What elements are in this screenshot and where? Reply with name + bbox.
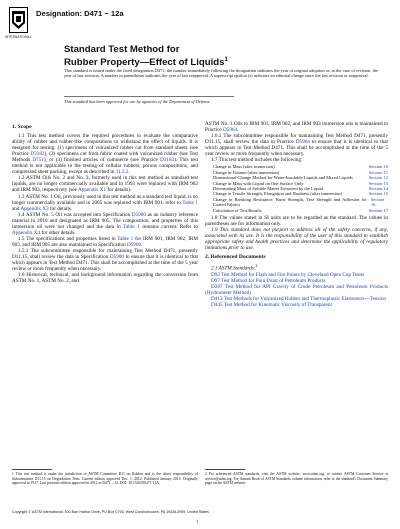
section-heading-referenced-documents: 2. Referenced Documents xyxy=(205,254,266,261)
paragraph-1-5: 1.5 The specifications and properties listed in Table 1 for IRM 901, IRM 902, IRM 903, and IRM 905 are also maintained in Specification D5900. xyxy=(12,235,199,248)
paragraph-1-6-cont: ASTM No. 3 Oils to IRM 901, IRM 902, and IRM 903 immersion oils is maintained in Practice D5964. xyxy=(205,121,388,134)
paragraph-1-2: 1.2 ASTM Oils No. 2 and No. 3, formerly used in this test method as standard test liquids, are no longer commercially available and in 1993 were replaced with IRM 902 and IRM 903, respectively (see Appendix X1 for details). xyxy=(12,175,198,194)
link-section-17[interactable]: Section 17 xyxy=(368,207,388,213)
contents-list xyxy=(213,164,388,213)
link-d751[interactable]: D751 xyxy=(32,157,44,164)
paragraph-1-5-1: 1.5.1 The subcommittee responsible for maintaining Test Method D471, presently D11.15, shall review the data in Specification D5900 to ensure that it is identical to that which appears in Test Method D471. This shall be accomplished at the time of the 5 year review or more frequently when necessary. xyxy=(12,247,198,273)
contents-item: Determining Mass of Soluble Matter Extracted by the Liquid Section 14 xyxy=(213,185,388,191)
link-section-16[interactable]: Section 16 xyxy=(370,196,385,208)
link-d5900[interactable]: D5900 xyxy=(131,211,146,218)
contents-item: Change in Mass with Liquid on One Surface Only Section 13 xyxy=(213,180,388,186)
page-number: 1 xyxy=(196,519,199,524)
link-table-1[interactable]: Table 1 xyxy=(117,235,134,242)
section-heading-scope: 1. Scope xyxy=(12,124,32,130)
link-d5900[interactable]: D5900 xyxy=(109,253,124,260)
right-column xyxy=(205,121,388,308)
link-d3182[interactable]: D3182 xyxy=(30,151,45,158)
reference-item: D92 Test Method for Flash and Fire Points by Cleveland Open Cup Tester xyxy=(211,272,365,279)
paragraph-1-4: 1.4 ASTM No. 5 Oil was accepted into Specification D5900 as an industry reference material in 2010 and designated as IRM 905. The composition, and properties of this immersion oil were not changed and the data in Table 1 remains current. Refer to Appendix X4 for other details. xyxy=(12,211,198,236)
designation-notice: This standard is issued under the fixed designation D471; the number immediately following the designation indicates the year of original adoption or, in the case of revision, the year of last revision. A number in parentheses indicates the year of last reapproval. A superscript epsilon (ε) indicates an editorial change since the last revision or reapproval. xyxy=(64,68,378,79)
title-line-1: Standard Test Method for xyxy=(64,44,180,55)
link-d445[interactable]: D445 xyxy=(211,302,223,309)
link-d412[interactable]: D412 xyxy=(211,296,223,303)
link-table-1[interactable]: Table 1 xyxy=(182,199,198,206)
paragraph-1-6-1: 1.6.1 The subcommittee responsible for maintaining Test Method D471, presently D11.15, shall review the data in Practice D5964 to ensure that it is identical to that which appears in Test Method D471. This shall be accomplished at the time of the 5 year review or more frequently when necessary. xyxy=(205,133,388,158)
link-section-13[interactable]: Section 13 xyxy=(368,180,388,186)
link-section-15[interactable]: Section 15 xyxy=(368,191,388,197)
paragraph-1-7: 1.7 This test method includes the following: xyxy=(211,157,303,164)
contents-item: Calculation of Test Results Section 17 xyxy=(213,207,388,213)
reference-item: D97 Test Method for Pour Point of Petroleum Products xyxy=(211,278,326,285)
link-appendix-x4[interactable]: Appendix X4 xyxy=(12,229,41,236)
document-title xyxy=(64,44,364,68)
link-section-14[interactable]: Section 14 xyxy=(368,185,388,191)
link-d5964[interactable]: D5964 xyxy=(223,127,238,134)
title-line-2: Rubber Property—Effect of Liquids$^1$ xyxy=(64,57,228,69)
dod-notice: This standard has been approved for use by agencies of the Department of Defense xyxy=(64,99,210,104)
footnote-rule xyxy=(12,469,52,470)
astm-logo-icon xyxy=(9,7,28,33)
link-d97[interactable]: D97 xyxy=(211,278,220,285)
link-d287[interactable]: D287 xyxy=(211,284,223,291)
footnote-1: 1 This test method is under the jurisdiction of ASTM Committee D11 on Rubber and is the direct responsibility of Subcommittee D11.15 on Degradation Tests. Current edition approved Dec. 1, 2012. Published January 2013. Originally approved in 1937. Last previous edition approved in 2012 as D471 – 12. DOI: 10.1520/D0471-12A. xyxy=(12,472,198,485)
paragraph-1-1: 1.1 This test method covers the required procedures to evaluate the comparative ability of rubber and rubber-like compositions to withstand the effect of liquids. It is designed for testing: (1) specimens of vulcanized rubber cut from standard sheets (see Practice D3182), (2) specimens cut from fabric coated with vulcanized rubber (see Test Methods D751), or (3) finished articles of commerce (see Practice D3183). This test method is not applicable to the testing of cellular rubbers, porous compositions, and compressed sheet packing, except as described in 11.2.2. xyxy=(12,133,199,176)
link-section-12[interactable]: Section 12 xyxy=(368,175,388,181)
paragraph-1-9: 1.9 This standard does not purport to address all of the safety concerns, if any, associated with its use. It is the responsibility of the user of this standard to establish appropriate safety and health practices and determine the applicability of regulatory limitations prior to use. xyxy=(205,227,388,252)
paragraph-1-6: 1.6 Historical, technical, and background information regarding the conversion from ASTM No. 1, ASTM No. 2, and xyxy=(12,272,198,285)
left-column xyxy=(12,121,198,284)
divider xyxy=(64,96,234,97)
footnote-2: 2 For referenced ASTM standards, visit the ASTM website, www.astm.org, or contact ASTM Customer Service at service@astm.org. For Annual Book of ASTM Standards volume information, refer to the standard's Document Summary page on the ASTM website. xyxy=(205,472,388,485)
link-d92[interactable]: D92 xyxy=(211,272,220,279)
link-table-1[interactable]: Table 1 xyxy=(123,223,140,230)
reference-item: D445 Test Method for Kinematic Viscosity of Transparent xyxy=(211,302,332,309)
contents-item: Change in Volume (after immersion) Section 11 xyxy=(213,169,388,175)
link-section-10[interactable]: Section 10 xyxy=(368,164,388,170)
paragraph-2-1: 2.1 ASTM Standards:$^2$ xyxy=(211,264,258,273)
copyright-line: Copyright © ASTM International, 100 Barr Harbor Drive, PO Box C700, West Conshohocken, PA 19428-2959. United States xyxy=(12,510,209,514)
paragraph-1-8: 1.8 The values stated in SI units are to be regarded as the standard. The values in parentheses are for information only. xyxy=(205,214,388,228)
contents-item: Change in Breaking Resistance, Burst Strength, Tear Strength and Adhesion for Coated Fabrics Section 16 xyxy=(213,197,388,208)
designation: Designation: D471 − 12a xyxy=(36,9,124,18)
link-section-11[interactable]: Section 11 xyxy=(369,169,388,175)
international-label: INTERNATIONAL xyxy=(5,35,32,39)
link-d5900[interactable]: D5900 xyxy=(126,241,142,248)
contents-item: Change in Mass (after immersion) Section 10 xyxy=(213,164,388,170)
link-d5964[interactable]: D5964 xyxy=(295,139,310,146)
link-appendix-x1[interactable]: Appendix X1 xyxy=(77,187,107,194)
link-d3183[interactable]: D3183 xyxy=(160,157,175,164)
paragraph-1-3: 1.3 ASTM No. 1 Oil, previously used in this test method as a standard test liquid, is no longer commercially available and in 2005 was replaced with IRM 901; refer to Table 1 and Appendix X3 for details. xyxy=(12,193,198,212)
link-11-2-2[interactable]: 11.2.2 xyxy=(115,169,129,176)
link-appendix-x3[interactable]: Appendix X3 xyxy=(20,205,49,212)
contents-item: Change in Tensile Strength, Elongation and Hardness (after immersion) Section 15 xyxy=(213,191,388,197)
reference-item: D412 Test Methods for Vulcanized Rubber and Thermoplastic Elastomers—Tension xyxy=(211,296,387,303)
reference-item: D287 Test Method for API Gravity of Crude Petroleum and Petroleum Products (Hydrometer Method) xyxy=(205,284,388,297)
footnote-rule xyxy=(205,469,245,470)
title-footnote-mark: 1 xyxy=(224,57,228,63)
contents-item: Dimensional-Change Method for Water-Insoluble Liquids and Mixed Liquids Section 12 xyxy=(213,175,388,181)
